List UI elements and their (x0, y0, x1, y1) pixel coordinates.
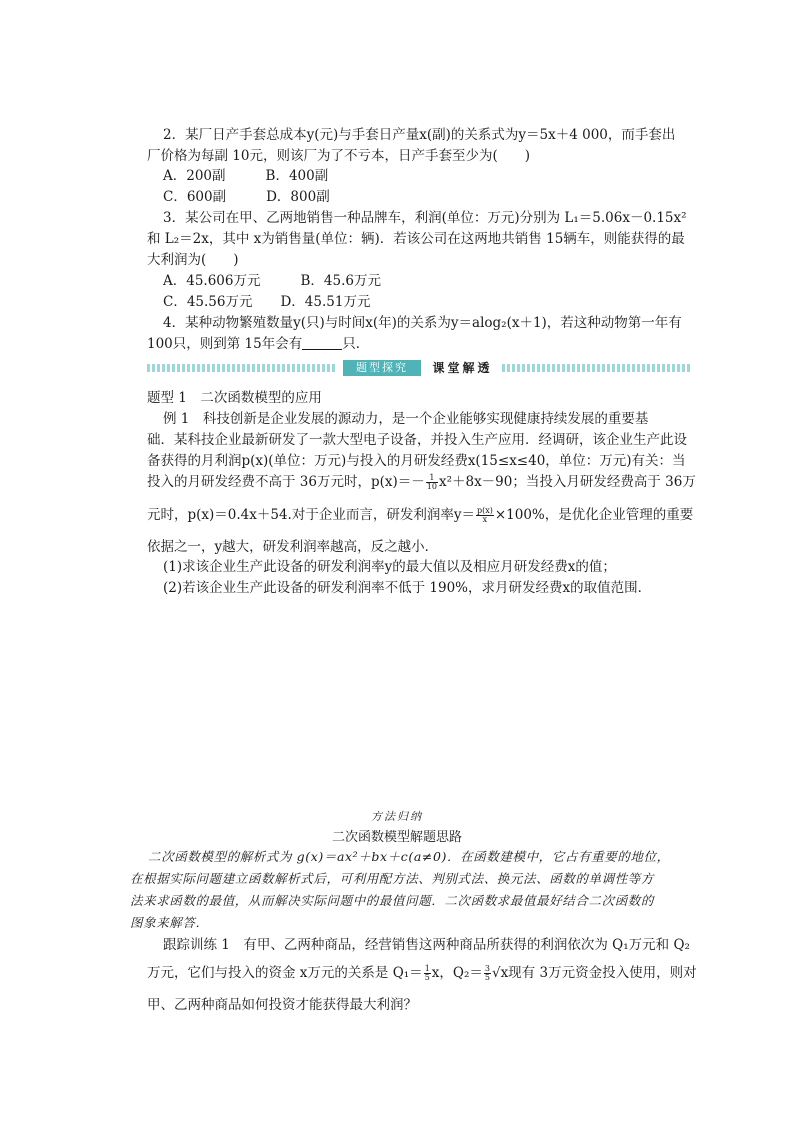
q3-line-1: 3．某公司在甲、乙两地销售一种品牌车，利润(单位：万元)分别为 L₁＝5.06x－0.15x² (163, 210, 687, 226)
banner-tag: 题型探究 (343, 360, 421, 376)
q3-line-3: 大利润为( ) (147, 252, 239, 268)
fraction-denominator: 5 (424, 973, 430, 982)
example1-line-5-start: 元时，p(x)＝0.4x＋54.对于企业而言，研发利润率y＝ (147, 507, 475, 523)
example1-line-4-start: 投入的月研发经费不高于 36万元时，p(x)＝－ (147, 474, 425, 490)
q4-line-1: 4．某种动物繁殖数量y(只)与时间x(年)的关系为y＝alog₂(x＋1)，若这种动物第一年有 (163, 315, 682, 331)
method-title: 二次函数模型解题思路 (331, 830, 462, 845)
q3-line-2: 和 L₂＝2x，其中 x为销售量(单位：辆)．若该公司在这两地共销售 15辆车，则能获得的最 (147, 231, 685, 247)
method-line-4: 图象来解答． (130, 915, 209, 930)
trace-line-2-end: √x现有 3万元资金投入使用，则对 (491, 965, 697, 981)
q2-options-ab (163, 166, 693, 186)
q2-option-b: B．400副 (265, 168, 329, 184)
trace-line-3: 甲、乙两种商品如何投资才能获得最大利润？ (147, 997, 417, 1013)
example1-line-3: 备获得的月利润p(x)(单位：万元)与投入的月研发经费x(15≤x≤40，单位：万元)有关：当 (147, 453, 686, 469)
example1-line-5 (147, 505, 694, 525)
fraction-numerator: 3 (484, 964, 490, 973)
section-banner (147, 360, 692, 376)
q3-option-a: A．45.606万元 (163, 273, 261, 289)
q2-line-1: 2．某厂日产手套总成本y(元)与手套日产量x(副)的关系式为y＝5x＋4 000，而手套出 (163, 127, 676, 143)
fraction-denominator: 10 (426, 482, 437, 491)
fraction-px-over-x (476, 507, 494, 524)
fraction-3-over-5 (484, 965, 491, 982)
fraction-numerator: 1 (426, 474, 438, 483)
fraction-numerator: p(x) (476, 506, 493, 515)
type1-heading: 题型 1 二次函数模型的应用 (147, 390, 322, 406)
method-line-3: 法来求函数的最值，从而解决实际问题中的最值问题．二次函数求最值最好结合二次函数的 (130, 893, 655, 908)
example1-line-4 (147, 472, 696, 492)
example1-line-4-end: x²＋8x－90；当投入月研发经费高于 36万 (438, 474, 696, 490)
trace-line-2-middle: x，Q₂＝ (431, 965, 483, 981)
q3-options-cd (163, 292, 693, 312)
example1-line-2: 础．某科技企业最新研发了一款大型电子设备，并投入生产应用．经调研，该企业生产此设 (147, 432, 687, 448)
trace-line-2 (147, 963, 697, 983)
q3-option-b: B．45.6万元 (300, 273, 381, 289)
banner-stripe-right (502, 364, 692, 372)
q4-line-2-start: 100只，则到第 15年会有 (147, 336, 303, 352)
trace-line-1: 跟踪训练 1 有甲、乙两种商品，经营销售这两种商品所获得的利润依次为 Q₁万元和 Q₂ (163, 937, 690, 953)
trace-line-2-start: 万元，它们与投入的资金 x万元的关系是 Q₁＝ (147, 965, 423, 981)
q4-answer-blank (302, 335, 342, 350)
fraction-denominator: x (482, 515, 488, 524)
fraction-1-over-10 (426, 474, 438, 491)
example1-line-5-end: ×100%，是优化企业管理的重要 (494, 507, 694, 523)
method-line-2: 在根据实际问题建立函数解析式后，可利用配方法、判别式法、换元法、函数的单调性等方 (130, 871, 655, 886)
q4-line-2-end: 只． (342, 336, 370, 352)
method-label: 方法归纳 (371, 810, 423, 823)
banner-tag-secondary: 课堂解透 (432, 361, 493, 375)
q2-options-cd (163, 187, 693, 207)
q2-option-a: A．200副 (163, 168, 226, 184)
q2-line-2: 厂价格为每副 10元，则该厂为了不亏本，日产手套至少为( ) (147, 148, 531, 164)
fraction-1-over-5 (424, 965, 431, 982)
example1-line-1: 例 1 科技创新是企业发展的源动力，是一个企业能够实现健康持续发展的重要基 (163, 411, 649, 427)
q2-option-c: C．600副 (163, 189, 227, 205)
example1-line-6: 依据之一，y越大，研发利润率越高，反之越小． (147, 539, 439, 555)
example1-sub-question-1: (1)求该企业生产此设备的研发利润率y的最大值以及相应月研发经费x的值； (163, 559, 616, 575)
q2-option-d: D．800副 (266, 189, 330, 205)
q3-option-d: D．45.51万元 (280, 294, 371, 310)
banner-stripe-left (147, 364, 337, 372)
q3-option-c: C．45.56万元 (163, 294, 253, 310)
q4-line-2 (147, 334, 677, 354)
method-line-1: 二次函数模型的解析式为 g(x)＝ax²＋bx＋c(a≠0)．在函数建模中，它占有重要的地位， (148, 849, 670, 864)
q3-options-ab (163, 271, 693, 291)
example1-sub-question-2: (2)若该企业生产此设备的研发利润率不低于 190%，求月研发经费x的取值范围． (163, 580, 652, 596)
fraction-numerator: 1 (424, 964, 430, 973)
fraction-denominator: 5 (484, 973, 490, 982)
